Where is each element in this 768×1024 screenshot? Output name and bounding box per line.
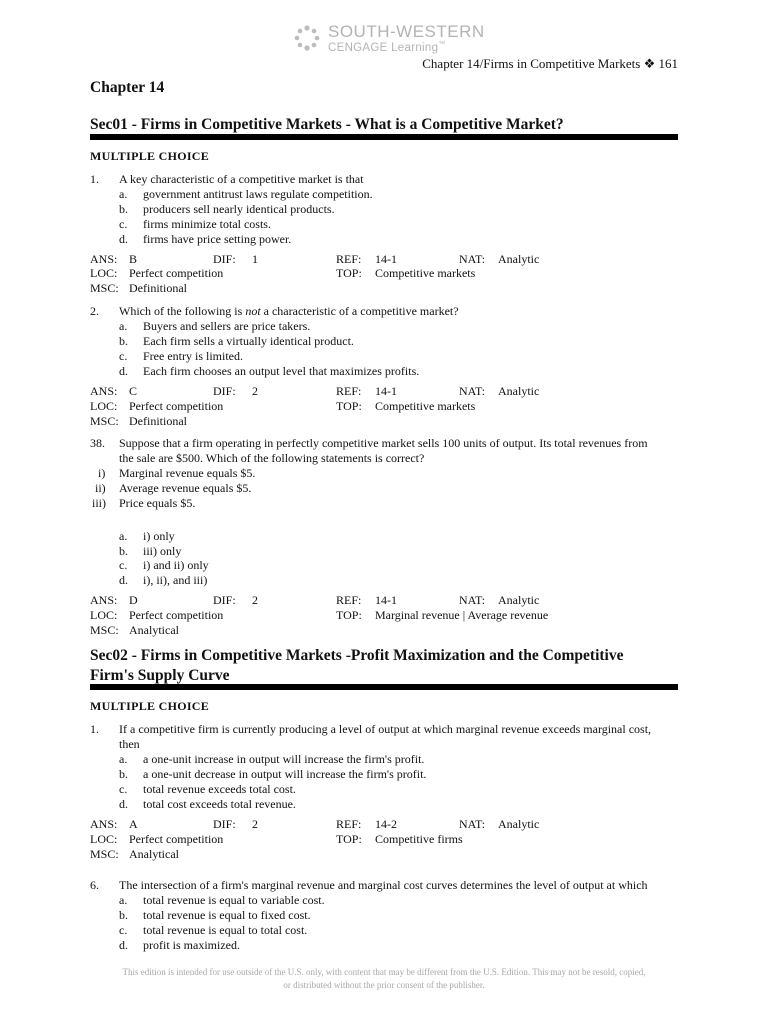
msc-value: Analytical bbox=[129, 623, 179, 637]
option-letter: b. bbox=[119, 767, 128, 781]
option-letter: c. bbox=[119, 558, 128, 572]
option-letter: d. bbox=[119, 797, 128, 811]
logo-wordmark-line1: SOUTH-WESTERN bbox=[328, 22, 485, 41]
option-text: i), ii), and iii) bbox=[143, 573, 208, 587]
option-letter: d. bbox=[119, 232, 128, 246]
option-letter: d. bbox=[119, 573, 128, 587]
multiple-choice-label-2: MULTIPLE CHOICE bbox=[90, 699, 210, 713]
option-letter: c. bbox=[119, 923, 128, 937]
multiple-choice-label-1: MULTIPLE CHOICE bbox=[90, 149, 210, 163]
loc-value: Perfect competition bbox=[129, 266, 224, 280]
top-value: Competitive markets bbox=[375, 399, 476, 413]
footer-line2: or distributed without the prior consent of the publisher. bbox=[283, 980, 485, 990]
cengage-logo-icon bbox=[292, 24, 322, 52]
question-number: 38. bbox=[90, 436, 105, 450]
ref-label: REF: bbox=[336, 384, 362, 398]
statement-text: Price equals $5. bbox=[119, 496, 196, 510]
section-rule-2 bbox=[90, 684, 678, 690]
msc-label: MSC: bbox=[90, 847, 119, 861]
dif-label: DIF: bbox=[213, 384, 236, 398]
option-text: total revenue is equal to total cost. bbox=[143, 923, 308, 937]
question-number: 2. bbox=[90, 304, 99, 318]
footer-line1: This edition is intended for use outside of the U.S. only, with content that may be different from the U.S. Edition. This may not be resold, copied, bbox=[122, 967, 646, 977]
nat-label: NAT: bbox=[459, 817, 486, 831]
option-letter: b. bbox=[119, 908, 128, 922]
ans-value: B bbox=[129, 252, 138, 266]
option-letter: b. bbox=[119, 334, 128, 348]
msc-label: MSC: bbox=[90, 281, 119, 295]
option-text: a one-unit increase in output will increase the firm's profit. bbox=[143, 752, 425, 766]
option-text: total revenue exceeds total cost. bbox=[143, 782, 296, 796]
ref-value: 14-1 bbox=[375, 384, 397, 398]
dif-label: DIF: bbox=[213, 817, 236, 831]
ans-label: ANS: bbox=[90, 817, 118, 831]
option-letter: b. bbox=[119, 202, 128, 216]
nat-value: Analytic bbox=[498, 252, 540, 266]
ref-value: 14-1 bbox=[375, 252, 397, 266]
question-number: 1. bbox=[90, 172, 99, 186]
option-text: Buyers and sellers are price takers. bbox=[143, 319, 311, 333]
loc-label: LOC: bbox=[90, 832, 118, 846]
question-stem-line2: the sale are $500. Which of the following statements is correct? bbox=[119, 451, 425, 465]
ref-label: REF: bbox=[336, 593, 362, 607]
logo-wordmark-line2: CENGAGE Learning™ bbox=[328, 41, 446, 54]
top-value: Competitive firms bbox=[375, 832, 463, 846]
option-text: profit is maximized. bbox=[143, 938, 240, 952]
nat-value: Analytic bbox=[498, 817, 540, 831]
question-stem-line1: If a competitive firm is currently producing a level of output at which marginal revenue exceeds marginal cost, bbox=[119, 722, 652, 736]
top-label: TOP: bbox=[336, 399, 362, 413]
option-text: Each firm sells a virtually identical product. bbox=[143, 334, 354, 348]
msc-value: Definitional bbox=[129, 281, 187, 295]
section-heading-1: Sec01 - Firms in Competitive Markets - What is a Competitive Market? bbox=[90, 116, 564, 133]
ref-value: 14-2 bbox=[375, 817, 397, 831]
ans-label: ANS: bbox=[90, 384, 118, 398]
option-letter: a. bbox=[119, 529, 128, 543]
option-letter: d. bbox=[119, 364, 128, 378]
option-letter: c. bbox=[119, 349, 128, 363]
option-letter: a. bbox=[119, 752, 128, 766]
option-text: government antitrust laws regulate competition. bbox=[143, 187, 373, 201]
loc-value: Perfect competition bbox=[129, 832, 224, 846]
statement-label: i) bbox=[98, 466, 106, 480]
option-text: iii) only bbox=[143, 544, 182, 558]
option-letter: a. bbox=[119, 187, 128, 201]
dif-value: 1 bbox=[252, 252, 258, 266]
publisher-logo bbox=[292, 22, 492, 56]
top-label: TOP: bbox=[336, 608, 362, 622]
msc-value: Analytical bbox=[129, 847, 179, 861]
msc-value: Definitional bbox=[129, 414, 187, 428]
copyright-footer bbox=[84, 966, 684, 992]
top-value: Competitive markets bbox=[375, 266, 476, 280]
option-letter: b. bbox=[119, 544, 128, 558]
section-rule-1 bbox=[90, 134, 678, 140]
nat-label: NAT: bbox=[459, 384, 486, 398]
ans-value: C bbox=[129, 384, 138, 398]
question-stem-line2: then bbox=[119, 737, 140, 751]
nat-value: Analytic bbox=[498, 384, 540, 398]
question-number: 1. bbox=[90, 722, 99, 736]
option-text: total cost exceeds total revenue. bbox=[143, 797, 296, 811]
loc-label: LOC: bbox=[90, 399, 118, 413]
ref-label: REF: bbox=[336, 252, 362, 266]
option-text: producers sell nearly identical products. bbox=[143, 202, 335, 216]
option-text: i) only bbox=[143, 529, 175, 543]
question-stem-line1: Suppose that a firm operating in perfectly competitive market sells 100 units of output. Its total revenues from bbox=[119, 436, 648, 450]
option-text: i) and ii) only bbox=[143, 558, 209, 572]
dif-label: DIF: bbox=[213, 593, 236, 607]
ans-value: D bbox=[129, 593, 138, 607]
option-text: firms minimize total costs. bbox=[143, 217, 271, 231]
top-label: TOP: bbox=[336, 266, 362, 280]
ans-label: ANS: bbox=[90, 593, 118, 607]
ans-label: ANS: bbox=[90, 252, 118, 266]
loc-label: LOC: bbox=[90, 266, 118, 280]
option-letter: c. bbox=[119, 782, 128, 796]
nat-label: NAT: bbox=[459, 252, 486, 266]
section-heading-2: Sec02 - Firms in Competitive Markets -Profit Maximization and the Competitive Firm's Supply Curve bbox=[90, 647, 624, 684]
top-label: TOP: bbox=[336, 832, 362, 846]
loc-value: Perfect competition bbox=[129, 399, 224, 413]
option-text: total revenue is equal to fixed cost. bbox=[143, 908, 311, 922]
top-value: Marginal revenue | Average revenue bbox=[375, 608, 549, 622]
ref-label: REF: bbox=[336, 817, 362, 831]
statement-text: Marginal revenue equals $5. bbox=[119, 466, 256, 480]
question-stem: A key characteristic of a competitive market is that bbox=[119, 172, 364, 186]
option-letter: a. bbox=[119, 319, 128, 333]
dif-value: 2 bbox=[252, 384, 258, 398]
ref-value: 14-1 bbox=[375, 593, 397, 607]
statement-text: Average revenue equals $5. bbox=[119, 481, 252, 495]
option-letter: d. bbox=[119, 938, 128, 952]
option-letter: a. bbox=[119, 893, 128, 907]
dif-label: DIF: bbox=[213, 252, 236, 266]
question-number: 6. bbox=[90, 878, 99, 892]
dif-value: 2 bbox=[252, 817, 258, 831]
option-text: Free entry is limited. bbox=[143, 349, 243, 363]
statement-label: ii) bbox=[95, 481, 106, 495]
option-letter: c. bbox=[119, 217, 128, 231]
option-text: total revenue is equal to variable cost. bbox=[143, 893, 325, 907]
loc-value: Perfect competition bbox=[129, 608, 224, 622]
nat-label: NAT: bbox=[459, 593, 486, 607]
nat-value: Analytic bbox=[498, 593, 540, 607]
question-stem: Which of the following is not a characteristic of a competitive market? bbox=[119, 304, 459, 318]
running-head: Chapter 14/Firms in Competitive Markets ❖ 161 bbox=[422, 56, 678, 71]
ans-value: A bbox=[129, 817, 138, 831]
msc-label: MSC: bbox=[90, 414, 119, 428]
msc-label: MSC: bbox=[90, 623, 119, 637]
option-text: firms have price setting power. bbox=[143, 232, 292, 246]
question-stem: The intersection of a firm's marginal revenue and marginal cost curves determines the level of output at which bbox=[119, 878, 648, 892]
dif-value: 2 bbox=[252, 593, 258, 607]
option-text: a one-unit decrease in output will increase the firm's profit. bbox=[143, 767, 427, 781]
chapter-title: Chapter 14 bbox=[90, 79, 165, 96]
option-text: Each firm chooses an output level that maximizes profits. bbox=[143, 364, 420, 378]
loc-label: LOC: bbox=[90, 608, 118, 622]
statement-label: iii) bbox=[92, 496, 106, 510]
